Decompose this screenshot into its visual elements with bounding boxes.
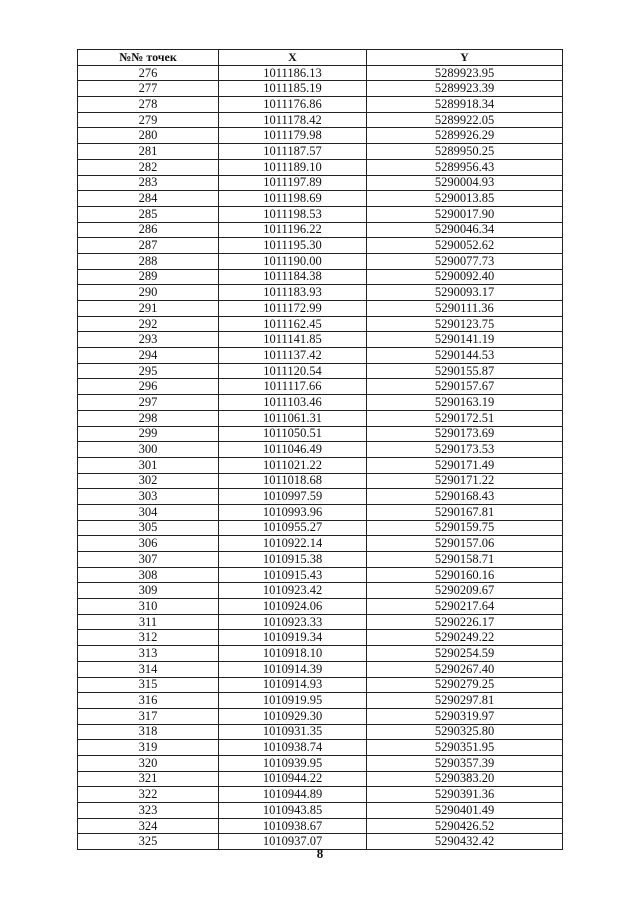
cell-y: 5290123.75 <box>367 316 563 332</box>
cell-point-number: 297 <box>78 395 219 411</box>
cell-x: 1010943.85 <box>219 803 367 819</box>
cell-point-number: 325 <box>78 834 219 850</box>
cell-y: 5290093.17 <box>367 285 563 301</box>
cell-y: 5290077.73 <box>367 253 563 269</box>
cell-point-number: 291 <box>78 301 219 317</box>
cell-y: 5289918.34 <box>367 97 563 113</box>
cell-y: 5290052.62 <box>367 238 563 254</box>
cell-point-number: 310 <box>78 599 219 615</box>
table-row <box>78 552 563 568</box>
cell-point-number: 277 <box>78 81 219 97</box>
cell-x: 1011189.10 <box>219 159 367 175</box>
cell-point-number: 290 <box>78 285 219 301</box>
cell-y: 5290046.34 <box>367 222 563 238</box>
cell-x: 1011117.66 <box>219 379 367 395</box>
cell-y: 5290173.53 <box>367 442 563 458</box>
table-row <box>78 504 563 520</box>
table-row <box>78 426 563 442</box>
cell-y: 5290426.52 <box>367 818 563 834</box>
table-row <box>78 410 563 426</box>
table-row <box>78 159 563 175</box>
table-row <box>78 771 563 787</box>
cell-x: 1011172.99 <box>219 301 367 317</box>
cell-x: 1010915.38 <box>219 552 367 568</box>
table-row <box>78 301 563 317</box>
cell-point-number: 303 <box>78 489 219 505</box>
cell-point-number: 308 <box>78 567 219 583</box>
cell-x: 1010914.39 <box>219 661 367 677</box>
cell-x: 1011021.22 <box>219 457 367 473</box>
cell-point-number: 289 <box>78 269 219 285</box>
cell-x: 1010922.14 <box>219 536 367 552</box>
cell-y: 5290160.16 <box>367 567 563 583</box>
table-header <box>78 50 563 66</box>
table-row <box>78 708 563 724</box>
cell-x: 1011018.68 <box>219 473 367 489</box>
cell-y: 5289956.43 <box>367 159 563 175</box>
cell-x: 1010938.67 <box>219 818 367 834</box>
cell-point-number: 302 <box>78 473 219 489</box>
cell-x: 1010939.95 <box>219 755 367 771</box>
cell-point-number: 317 <box>78 708 219 724</box>
cell-y: 5290279.25 <box>367 677 563 693</box>
cell-x: 1010924.06 <box>219 599 367 615</box>
cell-x: 1011186.13 <box>219 65 367 81</box>
table-row <box>78 677 563 693</box>
cell-point-number: 313 <box>78 646 219 662</box>
cell-y: 5290172.51 <box>367 410 563 426</box>
cell-y: 5290217.64 <box>367 599 563 615</box>
table-row <box>78 97 563 113</box>
table-row <box>78 81 563 97</box>
cell-x: 1010955.27 <box>219 520 367 536</box>
cell-x: 1010937.07 <box>219 834 367 850</box>
cell-point-number: 298 <box>78 410 219 426</box>
cell-point-number: 305 <box>78 520 219 536</box>
cell-y: 5290167.81 <box>367 504 563 520</box>
cell-x: 1010944.89 <box>219 787 367 803</box>
cell-y: 5290013.85 <box>367 191 563 207</box>
cell-y: 5290173.69 <box>367 426 563 442</box>
cell-point-number: 323 <box>78 803 219 819</box>
cell-x: 1011198.53 <box>219 206 367 222</box>
table-row <box>78 646 563 662</box>
cell-point-number: 286 <box>78 222 219 238</box>
table-row <box>78 395 563 411</box>
cell-y: 5290401.49 <box>367 803 563 819</box>
cell-y: 5290319.97 <box>367 708 563 724</box>
cell-x: 1011137.42 <box>219 348 367 364</box>
cell-y: 5290171.22 <box>367 473 563 489</box>
table-row <box>78 442 563 458</box>
table-row <box>78 473 563 489</box>
cell-x: 1011120.54 <box>219 363 367 379</box>
table-row <box>78 144 563 160</box>
table-row <box>78 661 563 677</box>
cell-y: 5290267.40 <box>367 661 563 677</box>
table-body <box>78 65 563 849</box>
table-row <box>78 269 563 285</box>
cell-point-number: 283 <box>78 175 219 191</box>
cell-y: 5289922.05 <box>367 112 563 128</box>
cell-x: 1011103.46 <box>219 395 367 411</box>
table-row <box>78 316 563 332</box>
cell-x: 1011196.22 <box>219 222 367 238</box>
table-row <box>78 787 563 803</box>
table-row <box>78 253 563 269</box>
cell-y: 5290351.95 <box>367 740 563 756</box>
cell-x: 1011162.45 <box>219 316 367 332</box>
cell-y: 5290249.22 <box>367 630 563 646</box>
cell-point-number: 318 <box>78 724 219 740</box>
coordinates-table <box>77 49 563 850</box>
table-row <box>78 803 563 819</box>
table-row <box>78 379 563 395</box>
cell-x: 1010993.96 <box>219 504 367 520</box>
cell-point-number: 276 <box>78 65 219 81</box>
cell-x: 1010915.43 <box>219 567 367 583</box>
cell-point-number: 299 <box>78 426 219 442</box>
cell-y: 5290144.53 <box>367 348 563 364</box>
cell-point-number: 278 <box>78 97 219 113</box>
cell-point-number: 288 <box>78 253 219 269</box>
cell-y: 5290297.81 <box>367 693 563 709</box>
cell-x: 1011190.00 <box>219 253 367 269</box>
cell-y: 5290383.20 <box>367 771 563 787</box>
table-row <box>78 332 563 348</box>
table-row <box>78 348 563 364</box>
cell-x: 1011195.30 <box>219 238 367 254</box>
cell-x: 1011176.86 <box>219 97 367 113</box>
cell-point-number: 300 <box>78 442 219 458</box>
cell-point-number: 284 <box>78 191 219 207</box>
cell-x: 1011184.38 <box>219 269 367 285</box>
table-row <box>78 520 563 536</box>
table-row <box>78 65 563 81</box>
cell-y: 5290155.87 <box>367 363 563 379</box>
cell-y: 5290432.42 <box>367 834 563 850</box>
cell-point-number: 304 <box>78 504 219 520</box>
table-row <box>78 630 563 646</box>
cell-point-number: 315 <box>78 677 219 693</box>
table-row <box>78 536 563 552</box>
cell-x: 1011185.19 <box>219 81 367 97</box>
cell-point-number: 292 <box>78 316 219 332</box>
cell-x: 1010919.34 <box>219 630 367 646</box>
cell-y: 5290357.39 <box>367 755 563 771</box>
header-x: X <box>219 50 367 66</box>
cell-y: 5290111.36 <box>367 301 563 317</box>
cell-point-number: 311 <box>78 614 219 630</box>
cell-point-number: 295 <box>78 363 219 379</box>
cell-point-number: 281 <box>78 144 219 160</box>
cell-x: 1011061.31 <box>219 410 367 426</box>
table-row <box>78 112 563 128</box>
table-row <box>78 614 563 630</box>
cell-point-number: 280 <box>78 128 219 144</box>
cell-y: 5290157.67 <box>367 379 563 395</box>
header-point-number: №№ точек <box>78 50 219 66</box>
cell-point-number: 306 <box>78 536 219 552</box>
table-row <box>78 206 563 222</box>
header-y: Y <box>367 50 563 66</box>
cell-y: 5290004.93 <box>367 175 563 191</box>
header-row <box>78 50 563 66</box>
cell-y: 5290159.75 <box>367 520 563 536</box>
cell-x: 1010929.30 <box>219 708 367 724</box>
cell-point-number: 287 <box>78 238 219 254</box>
cell-x: 1010938.74 <box>219 740 367 756</box>
cell-y: 5290092.40 <box>367 269 563 285</box>
table-row <box>78 191 563 207</box>
cell-point-number: 321 <box>78 771 219 787</box>
cell-point-number: 312 <box>78 630 219 646</box>
cell-x: 1010923.42 <box>219 583 367 599</box>
cell-point-number: 322 <box>78 787 219 803</box>
table-row <box>78 583 563 599</box>
table-row <box>78 285 563 301</box>
cell-y: 5289950.25 <box>367 144 563 160</box>
cell-x: 1010923.33 <box>219 614 367 630</box>
cell-point-number: 282 <box>78 159 219 175</box>
cell-x: 1011198.69 <box>219 191 367 207</box>
cell-x: 1010914.93 <box>219 677 367 693</box>
cell-x: 1010919.95 <box>219 693 367 709</box>
cell-y: 5290171.49 <box>367 457 563 473</box>
cell-y: 5289923.39 <box>367 81 563 97</box>
cell-y: 5290163.19 <box>367 395 563 411</box>
cell-x: 1010944.22 <box>219 771 367 787</box>
cell-point-number: 294 <box>78 348 219 364</box>
cell-x: 1011141.85 <box>219 332 367 348</box>
cell-x: 1011046.49 <box>219 442 367 458</box>
page-number: 8 <box>316 846 324 861</box>
cell-x: 1010997.59 <box>219 489 367 505</box>
cell-x: 1010931.35 <box>219 724 367 740</box>
cell-x: 1011197.89 <box>219 175 367 191</box>
cell-point-number: 320 <box>78 755 219 771</box>
cell-y: 5290391.36 <box>367 787 563 803</box>
cell-y: 5289926.29 <box>367 128 563 144</box>
table-row <box>78 222 563 238</box>
cell-x: 1010918.10 <box>219 646 367 662</box>
cell-point-number: 316 <box>78 693 219 709</box>
cell-x: 1011187.57 <box>219 144 367 160</box>
cell-y: 5290158.71 <box>367 552 563 568</box>
cell-y: 5290017.90 <box>367 206 563 222</box>
cell-y: 5290141.19 <box>367 332 563 348</box>
cell-y: 5290168.43 <box>367 489 563 505</box>
table-row <box>78 363 563 379</box>
cell-y: 5290254.59 <box>367 646 563 662</box>
cell-x: 1011178.42 <box>219 112 367 128</box>
cell-point-number: 324 <box>78 818 219 834</box>
cell-y: 5289923.95 <box>367 65 563 81</box>
table-row <box>78 128 563 144</box>
cell-point-number: 301 <box>78 457 219 473</box>
table-row <box>78 489 563 505</box>
cell-y: 5290226.17 <box>367 614 563 630</box>
cell-x: 1011179.98 <box>219 128 367 144</box>
cell-point-number: 307 <box>78 552 219 568</box>
cell-point-number: 279 <box>78 112 219 128</box>
table-row <box>78 755 563 771</box>
cell-point-number: 309 <box>78 583 219 599</box>
cell-point-number: 293 <box>78 332 219 348</box>
cell-y: 5290157.06 <box>367 536 563 552</box>
cell-point-number: 314 <box>78 661 219 677</box>
cell-y: 5290325.80 <box>367 724 563 740</box>
table-row <box>78 567 563 583</box>
table-row <box>78 599 563 615</box>
table-row <box>78 175 563 191</box>
table-row <box>78 693 563 709</box>
table-row <box>78 740 563 756</box>
cell-point-number: 319 <box>78 740 219 756</box>
cell-x: 1011050.51 <box>219 426 367 442</box>
table-row <box>78 818 563 834</box>
cell-point-number: 296 <box>78 379 219 395</box>
cell-y: 5290209.67 <box>367 583 563 599</box>
table-row <box>78 457 563 473</box>
cell-point-number: 285 <box>78 206 219 222</box>
table-row <box>78 238 563 254</box>
cell-x: 1011183.93 <box>219 285 367 301</box>
table-row <box>78 724 563 740</box>
